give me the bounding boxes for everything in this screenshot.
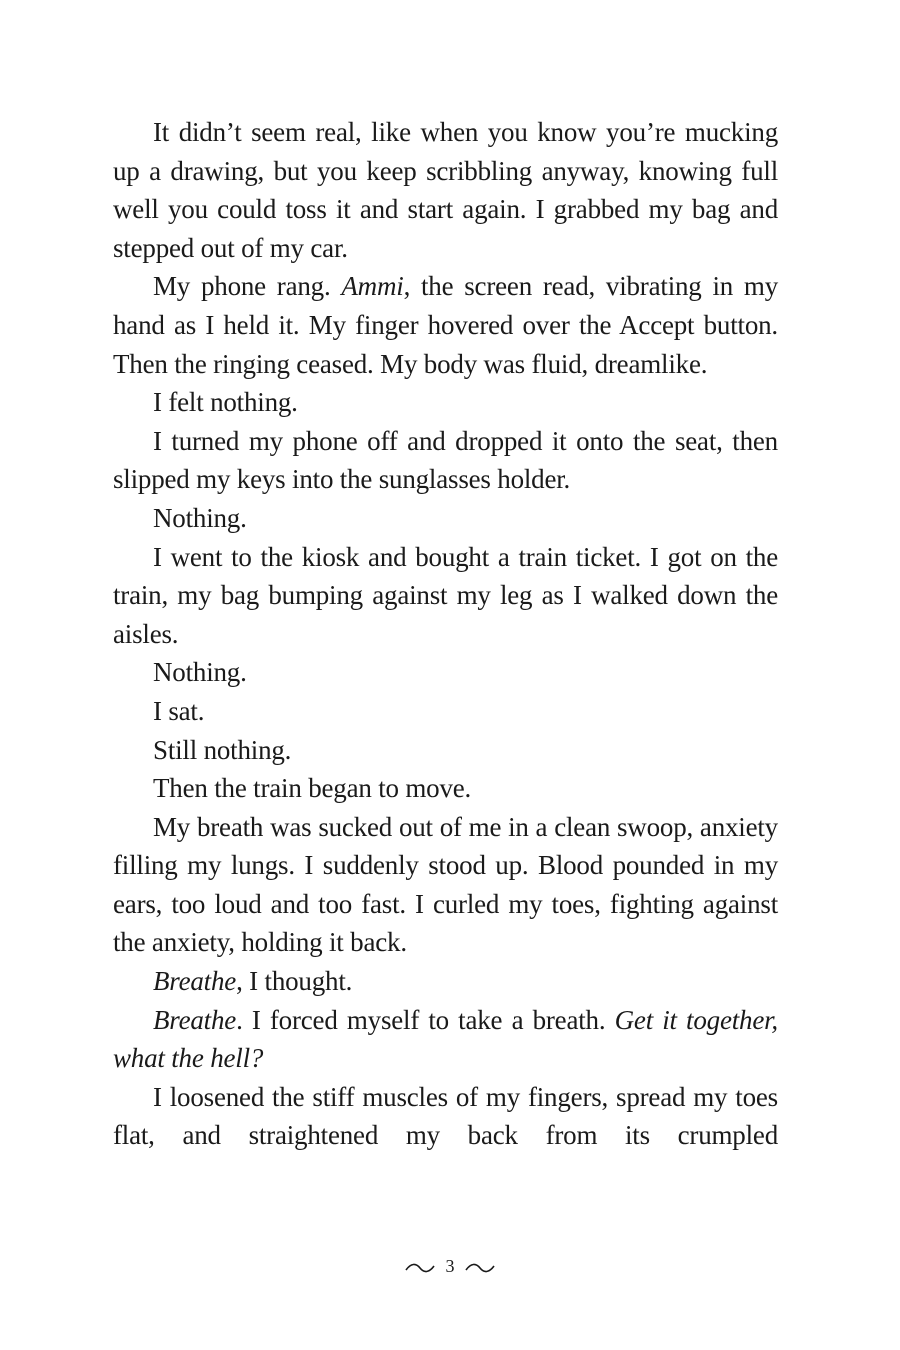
page-number: 3 (445, 1256, 455, 1276)
text-run: I turned my phone off and dropped it onto the seat, then slipped my keys into the sunglasses holder. (113, 425, 778, 495)
paragraph (113, 769, 778, 808)
page-footer (0, 1256, 900, 1277)
paragraph (113, 422, 778, 499)
text-run: My breath was sucked out of me in a clean swoop, anxiety filling my lungs. I suddenly stood up. Blood pounded in my ears, too loud and too fast. I curled my toes, fighting against the anxiety, holding it back. (113, 811, 778, 958)
text-run: Then the train began to move. (153, 773, 472, 804)
paragraph (113, 808, 778, 962)
text-run: My phone rang. (153, 271, 342, 302)
text-run: I felt nothing. (153, 387, 298, 418)
swash-left-icon (405, 1262, 435, 1274)
paragraph (113, 267, 778, 383)
paragraph (113, 731, 778, 770)
italic-text: Ammi (341, 271, 404, 302)
text-run: , the screen read, vibrating in my hand as I held it. My finger hovered over the Accept button. Then the ringing ceased. My body was fluid, dreamlike. (113, 271, 779, 379)
italic-text: Breathe (153, 1004, 237, 1035)
paragraph (113, 692, 778, 731)
paragraph (113, 1078, 778, 1155)
text-run: Still nothing. (153, 734, 292, 765)
text-run: . I forced myself to take a breath. (236, 1004, 615, 1035)
text-run: Nothing. (153, 502, 247, 533)
swash-right-icon (465, 1262, 495, 1274)
paragraph (113, 962, 778, 1001)
book-page-body (113, 113, 778, 1155)
text-run: It didn’t seem real, like when you know you’re mucking up a drawing, but you keep scribbling anyway, knowing full well you could toss it and start again. I grabbed my bag and stepped out of my car. (113, 117, 778, 263)
text-run: I loosened the stiff muscles of my fingers, spread my toes flat, and straightened my back from its crumpled (113, 1081, 778, 1151)
paragraph (113, 653, 778, 692)
paragraph (113, 499, 778, 538)
text-run: I went to the kiosk and bought a train ticket. I got on the train, my bag bumping against my leg as I walked down the aisles. (113, 541, 778, 649)
italic-text: Breathe (153, 966, 237, 997)
paragraph (113, 1001, 778, 1078)
text-run: , I thought. (236, 966, 353, 997)
italic-text: Get it together, what the hell? (113, 1004, 778, 1074)
text-run: I sat. (153, 695, 205, 726)
text-run: Nothing. (153, 657, 247, 688)
paragraph (113, 383, 778, 422)
paragraph (113, 538, 778, 654)
paragraph (113, 113, 778, 267)
